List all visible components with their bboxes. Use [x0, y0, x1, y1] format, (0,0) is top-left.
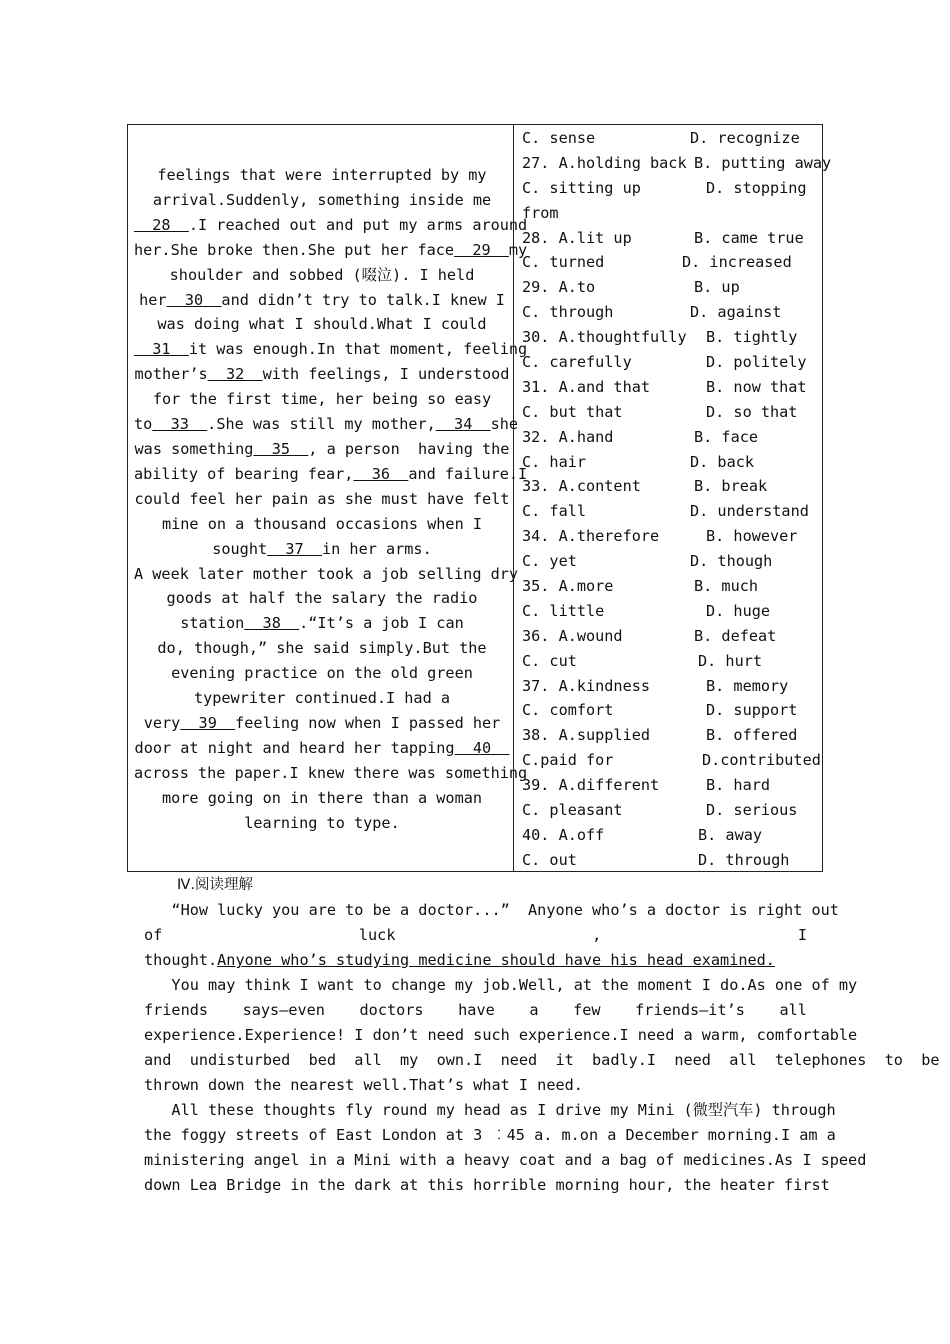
option-row	[522, 723, 822, 748]
option-row	[522, 773, 822, 798]
passage-text: it was enough.In that moment, feeling	[188, 340, 528, 359]
passage-text: feeling now when I passed her	[235, 713, 501, 732]
passage-text: do, though,” she said simply.But the	[157, 639, 487, 658]
column-divider	[513, 125, 514, 871]
option-right: B. break	[694, 477, 768, 496]
option-row	[522, 375, 822, 400]
reading-line-7: and undisturbed bed all my own.I need it badly.I need all telephones to be	[144, 1051, 940, 1069]
passage-line	[134, 213, 528, 238]
option-row	[522, 674, 822, 699]
word: friends	[144, 1001, 209, 1019]
option-left: C. through	[522, 303, 614, 322]
passage-line	[134, 586, 510, 611]
passage-text: she	[490, 415, 519, 434]
option-row	[522, 698, 822, 723]
passage-line	[134, 661, 510, 686]
option-left: 32. A.hand	[522, 427, 614, 446]
option-left: C. cut	[522, 651, 577, 670]
reading-line-6: experience.Experience! I don’t need such experience.I need a warm, comfortable	[144, 1026, 858, 1044]
word: I	[797, 926, 807, 944]
option-left: 35. A.more	[522, 577, 614, 596]
blank-31: 31	[134, 340, 189, 359]
passage-text: her.She broke then.She put her face	[134, 240, 455, 259]
passage-line	[134, 387, 510, 412]
option-row	[522, 499, 822, 524]
option-row	[522, 350, 822, 375]
passage-line	[134, 188, 510, 213]
word: says—even	[242, 1001, 325, 1019]
option-left: C. yet	[522, 552, 577, 571]
blank-36: 36	[353, 464, 409, 483]
option-left: 34. A.therefore	[522, 527, 660, 546]
option-right: B. came true	[694, 228, 804, 247]
option-left: 38. A.supplied	[522, 726, 651, 745]
option-row	[522, 275, 822, 300]
option-right: D. support	[706, 701, 798, 720]
option-row	[522, 450, 822, 475]
option-left: C.paid for	[522, 751, 614, 770]
option-row	[522, 524, 822, 549]
option-row	[522, 425, 822, 450]
option-row	[522, 400, 822, 425]
option-left: 33. A.content	[522, 477, 641, 496]
option-left: 39. A.different	[522, 776, 660, 795]
option-left: C. out	[522, 850, 577, 869]
option-left: 31. A.and that	[522, 377, 651, 396]
passage-line	[134, 487, 510, 512]
passage-line	[134, 288, 510, 313]
reading-line-11: ministering angel in a Mini with a heavy coat and a bag of medicines.As I speed	[144, 1151, 867, 1169]
passage-text: feelings that were interrupted by my	[157, 166, 487, 184]
passage-line	[134, 711, 510, 736]
option-right: B. offered	[706, 726, 798, 745]
option-left: C. turned	[522, 253, 605, 272]
option-row	[522, 748, 822, 773]
option-left: 36. A.wound	[522, 626, 623, 645]
option-right: D.contributed	[702, 751, 821, 770]
option-row	[522, 201, 822, 226]
passage-line	[134, 786, 510, 811]
option-left: from	[522, 203, 559, 222]
option-row	[522, 474, 822, 499]
passage-text: learning to type.	[244, 813, 400, 832]
reading-line-4: You may think I want to change my job.Well, at the moment I do.As one of my	[144, 976, 858, 994]
passage-line	[134, 163, 510, 188]
blank-40: 40	[454, 738, 510, 757]
option-left: C. but that	[522, 402, 623, 421]
reading-line-5	[144, 998, 807, 1023]
passage-text: more going on in there than a woman	[161, 788, 483, 807]
passage-line	[134, 462, 528, 487]
word: few	[573, 1001, 601, 1019]
option-right: D. recognize	[690, 129, 800, 147]
passage-text: ability of bearing fear,	[134, 464, 354, 483]
passage-text: and didn’t try to talk.I knew I	[221, 290, 505, 309]
passage-text: .I reached out and put my arms around	[188, 215, 528, 234]
option-row	[522, 823, 822, 848]
option-left: C. hair	[522, 452, 587, 471]
option-left: C. pleasant	[522, 801, 623, 820]
passage-text: typewriter continued.I had a	[193, 689, 451, 708]
passage-line	[134, 537, 510, 562]
passage-text: with feelings, I understood	[262, 365, 510, 384]
passage-text: very	[143, 713, 181, 732]
blank-35: 35	[253, 439, 309, 458]
passage-line	[134, 362, 510, 387]
passage-line	[134, 263, 510, 288]
passage-text: , a person having the	[308, 439, 510, 458]
reading-line-3-plain: thought.	[144, 951, 218, 969]
option-row	[522, 624, 822, 649]
word: doctors	[359, 1001, 424, 1019]
reading-line-9: All these thoughts fly round my head as I drive my Mini (微型汽车) through	[144, 1101, 836, 1119]
passage-text: shoulder and sobbed (啜泣). I held	[169, 265, 475, 284]
option-row	[522, 325, 822, 350]
blank-30: 30	[166, 290, 222, 309]
passage-text: mother’s	[134, 365, 208, 384]
option-right: B. away	[698, 825, 763, 844]
option-right: B. much	[694, 577, 759, 596]
option-right: B. putting away	[694, 153, 832, 172]
option-right: D. back	[690, 452, 755, 471]
option-right: D. through	[698, 850, 790, 869]
option-row	[522, 599, 822, 624]
option-row	[522, 250, 822, 275]
option-right: B. tightly	[706, 328, 798, 347]
option-left: C. fall	[522, 502, 587, 521]
word: of	[144, 926, 163, 944]
option-right: B. memory	[706, 676, 789, 695]
passage-line	[134, 611, 510, 636]
word: all	[779, 1001, 807, 1019]
option-left: 29. A.to	[522, 278, 596, 297]
option-right: B. hard	[706, 776, 771, 795]
option-right: B. up	[694, 278, 740, 297]
word: ,	[592, 926, 602, 944]
passage-text: to	[134, 415, 153, 434]
underlined-sentence: Anyone who’s studying medicine should have his head examined.	[217, 951, 775, 969]
option-left: 40. A.off	[522, 825, 605, 844]
option-left: C. sitting up	[522, 178, 641, 197]
option-right: D. serious	[706, 801, 798, 820]
section-heading: Ⅳ.阅读理解	[177, 877, 253, 893]
passage-line	[134, 412, 519, 437]
reading-section	[144, 873, 940, 1198]
blank-33: 33	[152, 415, 208, 434]
blank-32: 32	[207, 365, 263, 384]
passage-text: station	[180, 614, 245, 633]
reading-line-2	[144, 923, 807, 948]
option-right: B. face	[694, 427, 759, 446]
blank-28: 28	[134, 215, 189, 234]
cloze-table	[127, 124, 832, 872]
passage-text: her	[139, 290, 167, 309]
passage-line	[134, 238, 528, 263]
option-left: 30. A.thoughtfully	[522, 328, 687, 347]
option-right: D. so that	[706, 402, 798, 421]
option-right: D. stopping	[706, 178, 807, 197]
option-left: 37. A.kindness	[522, 676, 651, 695]
option-right: D. politely	[706, 353, 807, 372]
passage-line	[134, 437, 510, 462]
word: friends—it’s	[635, 1001, 745, 1019]
answer-options	[522, 126, 832, 873]
passage-text: mine on a thousand occasions when I	[161, 514, 483, 533]
option-left: C. little	[522, 601, 605, 620]
reading-line-1: “How lucky you are to be a doctor...” Anyone who’s a doctor is right out	[144, 901, 839, 919]
blank-39: 39	[180, 713, 236, 732]
passage-line	[134, 636, 510, 661]
passage-text: was doing what I should.What I could	[157, 315, 487, 334]
passage-line	[134, 562, 519, 587]
passage-line	[134, 811, 510, 836]
option-right: D. though	[690, 552, 773, 571]
option-right: D. understand	[690, 502, 809, 521]
option-right: D. hurt	[698, 651, 763, 670]
option-row	[522, 300, 822, 325]
passage-line	[134, 686, 510, 711]
option-row	[522, 649, 822, 674]
word: have	[458, 1001, 495, 1019]
passage-text: for the first time, her being so easy	[152, 390, 492, 409]
option-right: D. huge	[706, 601, 771, 620]
passage-text: was something	[134, 439, 254, 458]
passage-text: my	[508, 240, 528, 259]
blank-29: 29	[454, 240, 509, 259]
option-right: D. against	[690, 303, 782, 322]
passage-text: goods at half the salary the radio	[166, 589, 478, 608]
word: a	[529, 1001, 539, 1019]
passage-text: and failure.I	[408, 464, 528, 483]
option-left: C. comfort	[522, 701, 614, 720]
option-row	[522, 151, 832, 176]
option-row	[522, 226, 822, 251]
option-row	[522, 848, 822, 873]
passage-text: could feel her pain as she must have felt	[134, 489, 510, 508]
passage-text: across the paper.I knew there was something	[134, 763, 528, 782]
passage-text: A week later mother took a job selling dry	[134, 564, 519, 583]
reading-line-3	[144, 948, 807, 973]
option-row	[522, 798, 822, 823]
reading-line-12: down Lea Bridge in the dark at this horrible morning hour, the heater first	[144, 1176, 830, 1194]
option-row	[522, 574, 822, 599]
passage-line	[134, 761, 528, 786]
passage-text: sought	[212, 539, 268, 558]
passage-text: evening practice on the old green	[171, 664, 473, 683]
passage-text: door at night and heard her tapping	[134, 738, 455, 757]
option-right: B. however	[706, 527, 798, 546]
option-row	[522, 549, 822, 574]
passage-line	[134, 312, 510, 337]
blank-37: 37	[267, 539, 322, 558]
option-left: 27. A.holding back	[522, 153, 687, 172]
passage-line	[134, 736, 510, 761]
cloze-passage	[134, 163, 528, 835]
option-left: C. sense	[522, 129, 596, 147]
option-right: B. now that	[706, 377, 807, 396]
option-left: C. carefully	[522, 353, 632, 372]
passage-line	[134, 512, 510, 537]
passage-text: .“It’s a job I can	[299, 614, 464, 633]
passage-line	[134, 337, 528, 362]
option-row	[522, 126, 822, 151]
passage-text: in her arms.	[322, 539, 432, 558]
blank-38: 38	[244, 614, 300, 633]
passage-text: arrival.Suddenly, something inside me	[152, 190, 492, 209]
reading-line-8: thrown down the nearest well.That’s what I need.	[144, 1076, 583, 1094]
option-row	[522, 176, 822, 201]
passage-text: .She was still my mother,	[207, 415, 436, 434]
reading-line-10: the foggy streets of East London at 3 ︰45 a. m.on a December morning.I am a	[144, 1126, 836, 1144]
option-left: 28. A.lit up	[522, 228, 632, 247]
blank-34: 34	[435, 415, 491, 434]
word: luck	[358, 926, 396, 944]
option-right: D. increased	[682, 253, 792, 272]
option-right: B. defeat	[694, 626, 777, 645]
